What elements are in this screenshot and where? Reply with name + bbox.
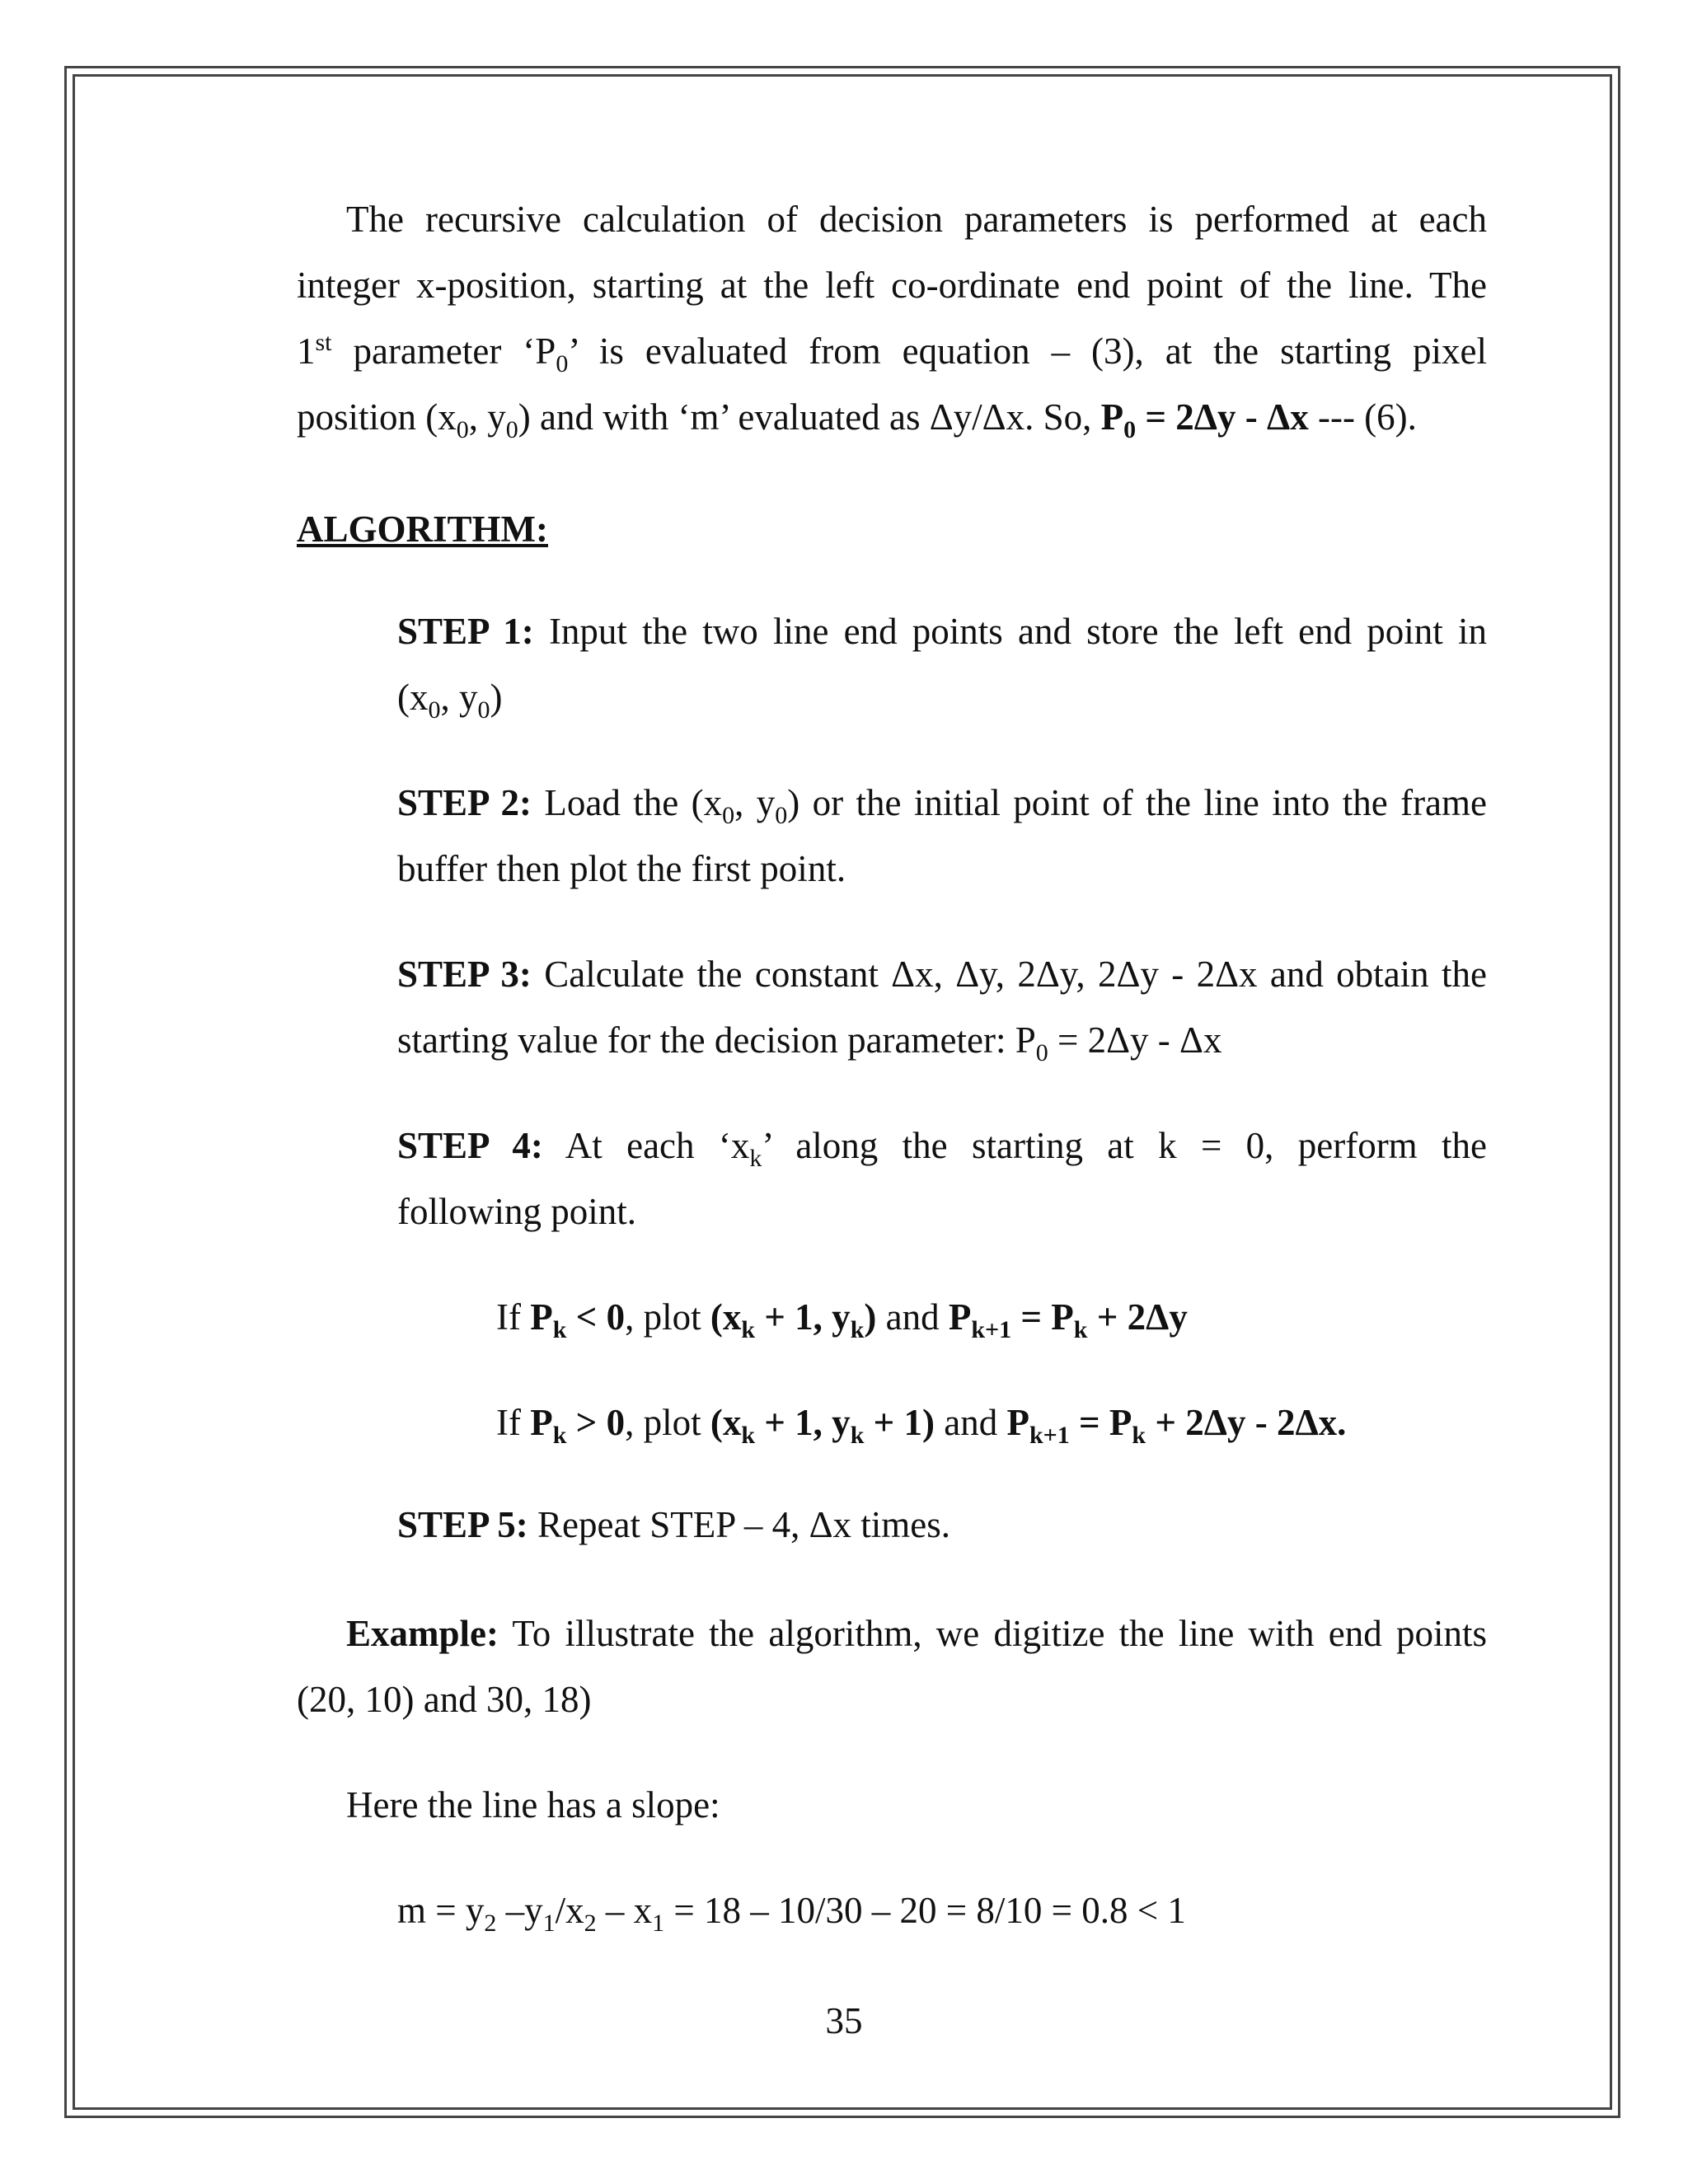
example-line-2: (20, 10) and 30, 18) xyxy=(297,1679,592,1720)
intro-line-2: integer x-position, starting at the left co-ordinate end point of the line. The xyxy=(297,265,1487,306)
step-3-line-2: starting value for the decision parameter: $P_0 = 2\Delta y - \Delta x$ xyxy=(397,1019,1222,1066)
intro-line-1: The recursive calculation of decision parameters is performed at each xyxy=(346,199,1487,240)
intro-line-3: 1st parameter ‘$P_0$’ is evaluated from equation – (3), at the starting pixel xyxy=(297,329,1487,377)
step-4-line-1: STEP 4: At each ‘$x_k$’ along the starting at k = 0, perform the xyxy=(397,1125,1488,1172)
slope-equation: $m = y_2$ $-y_1/x_2 - x_1 = 18 - 10/30 - 20 = 8/10 = 0.8 < 1$ xyxy=(397,1890,1186,1937)
step-5-line: STEP 5: Repeat STEP – 4, Δx times. xyxy=(397,1504,951,1545)
step-4-line-2: following point. xyxy=(397,1191,636,1232)
step-1-line-2: ($x_0$, $y_0$) xyxy=(397,677,503,724)
step-2-line-2: buffer then plot the first point. xyxy=(397,848,846,889)
step-2-line-1: STEP 2: Load the ($x_0$, $y_0$) or the initial point of the line into the frame xyxy=(397,782,1488,829)
slope-intro: Here the line has a slope: xyxy=(346,1784,720,1825)
example-line-1: Example: To illustrate the algorithm, we digitize the line with end points xyxy=(346,1613,1487,1654)
page-border-inner xyxy=(73,74,1612,2110)
step-1-line-1: STEP 1: Input the two line end points and store the left end point in xyxy=(397,611,1487,652)
algorithm-heading: ALGORITHM: xyxy=(297,509,549,550)
step-3-line-1: STEP 3: Calculate the constant Δx, Δy, 2Δy, 2Δy - 2Δx and obtain the xyxy=(397,954,1487,995)
condition-negative: If $P_k < 0$, plot ($x_k + 1$, $y_k$) and $P_{k+1} = P_k + 2\Delta y$ xyxy=(496,1296,1188,1343)
intro-line-4: position ($x_0$, $y_0$) and with ‘m’ evaluated as Δy/Δx. So, $P_0 = 2\Delta y - \Delta x$ --- (6). xyxy=(297,396,1417,443)
page-number: 35 xyxy=(825,2000,863,2041)
condition-positive: If $P_k > 0$, plot ($x_k + 1$, $y_k + 1$) and $P_{k+1} = P_k + 2\Delta y - 2\Delta x$. xyxy=(496,1402,1347,1449)
